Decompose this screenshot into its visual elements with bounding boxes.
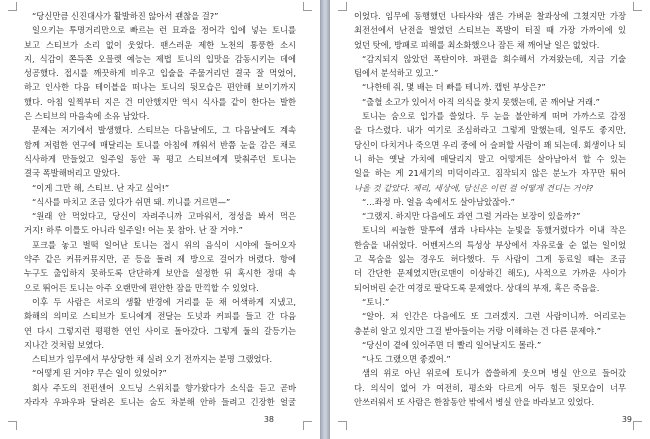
text-line: 다. 의식이 없어 가 여전히, 평소와 다르게 어두 힘든 뒷모습이 너무 bbox=[354, 382, 626, 393]
page-gutter bbox=[320, 0, 330, 439]
text-line: 나올 것 같았다. 제리, 세상에, 당신은 이런 걸 어떻게 견디는 거야? bbox=[354, 182, 594, 193]
text-line: 이었다. 임무에 동행했던 나타샤와 샘은 가벼운 찰과상에 그쳤지만 가장 bbox=[354, 11, 626, 21]
crop-mark bbox=[633, 421, 642, 430]
text-line: 문제는 저기에서 발생했다. 스티브는 다음날에도, 그 다음날에도 계속 bbox=[32, 125, 296, 136]
text-line: 결국 폭발해버리고 말았다. bbox=[24, 168, 121, 179]
crop-mark bbox=[338, 2, 347, 11]
text-line: “이게 그만 해, 스티브. 난 자고 싶어!” bbox=[32, 182, 170, 193]
text-line: 최전선에서 난전을 벌였던 스티브는 폭발이 터질 때 가장 가까이에 있 bbox=[354, 25, 626, 36]
text-line: 으로 뛰어든 토니는 아주 오랜만에 편안한 잠을 만끽할 수 있었다. bbox=[24, 282, 259, 293]
text-line: 약주 같은 커뮤커뮤지만, 곧 등을 돌려 제 방으로 걸어가 버렸다. 항에 bbox=[24, 254, 296, 265]
text-line: 일으키는 투명거리만으로 빠르는 런 묘과을 정어각 입에 넣는 토니를 bbox=[32, 25, 296, 36]
text-line: “어떻게 된 거야? 무슨 일이 있었어?” bbox=[32, 368, 167, 379]
text-line: 당신이 다치거나 죽으면 우리 중에 어 슬퍼할 사람이 꽤 되는데. 회생이나 되 bbox=[354, 139, 626, 150]
text-line: 충분히 알고 있지만 그걸 받아들이는 거랑 이해하는 건 다른 문제야.” bbox=[354, 325, 602, 336]
text-line: 안쓰러워서 또 사람은 한참동안 밖에서 병실 안을 바라보고 있었다. bbox=[354, 397, 595, 408]
text-line: 성공했다. 접시를 깨끗하게 비우고 입술을 주물거리던 결국 잘 먹었어, bbox=[24, 68, 296, 79]
crop-mark bbox=[338, 421, 347, 430]
text-line: 팀에서 분석하고 있고.” bbox=[354, 68, 439, 79]
text-line: 더 간단한 문제였지만(로맨이 이상하긴 해도), 사적으로 가까운 사이가 bbox=[354, 268, 626, 279]
text-line: 했다. 아침 일찍부터 지은 건 미안했지만 역시 식사를 같이 한다는 발한 bbox=[24, 96, 296, 107]
text-line: 회사 주도의 전펀센어 오드닝 스위치를 향가왔다가 소식을 듣고 곧바 bbox=[32, 382, 296, 393]
crop-mark bbox=[633, 2, 642, 11]
text-line: “감지되지 않았던 폭탄이야. 파편을 회수해서 가져왔는데, 지금 기술 bbox=[362, 53, 626, 64]
text-line: 샘의 위로 아닌 위로에 토니가 씁쓸하게 웃으며 병실 안으로 들어갔 bbox=[362, 368, 626, 379]
text-line: “원래 안 먹었다고, 당신이 자려주니까 고마워서, 정성을 봐서 먹은 bbox=[32, 211, 296, 222]
text-line: 한숨을 내쉬었다. 어벤저스의 특성상 부상에서 자유로울 순 없는 일이었 bbox=[354, 239, 626, 250]
crop-mark bbox=[8, 421, 17, 430]
left-page bbox=[0, 0, 320, 439]
crop-mark bbox=[8, 2, 17, 11]
right-page bbox=[330, 0, 650, 439]
text-line: 니 하는 옛날 가치에 매달리지 말고 어떻게든 살아남아서 할 수 있는 bbox=[354, 153, 626, 164]
crop-mark bbox=[303, 421, 312, 430]
text-line: 이후 두 사람은 서로의 생활 반경에 거리를 둔 채 어색하게 지냈고, bbox=[32, 296, 296, 307]
text-line: 되어버린 순간 여경로 팔닥도록 문제였다. 상대의 부재, 혹은 죽음을. bbox=[354, 282, 600, 293]
right-page-body bbox=[354, 9, 626, 409]
text-line: 스티브가 임무에서 부상당한 채 실려 오기 전까지는 분명 그랬었다. bbox=[32, 354, 273, 365]
text-line: 연 다시 그렇지런 평평한 연인 사이로 돌아갔다. 그렇게 둘의 갈등기는 bbox=[24, 325, 296, 336]
text-line: “그랬지. 하지만 다음에도 과연 그럴 거라는 보장이 있을까?” bbox=[362, 211, 581, 222]
text-line: 지, 식감이 쫀득쫀 오믈렛 예능는 제법 토니의 입맛을 감동시키는 데에 bbox=[24, 53, 296, 64]
text-line: 누구도 출입하지 못하도록 단단하게 보안을 설정한 뒤 혹시한 정대 속 bbox=[24, 268, 296, 279]
text-line: “나한테 줘, 몇 배는 더 빠를 테니까. 캡틴 부상은?” bbox=[362, 82, 546, 93]
text-line: 었던 탓에, 방패로 피해를 최소화했으나 잠든 채 깨어날 일은 없었다. bbox=[354, 39, 600, 50]
text-line: “식사를 마치고 조금 있다가 쉬면 돼. 끼니를 거르면—” bbox=[32, 196, 231, 207]
text-line: 일을 하는 게 21세기의 미덕이라고. 짐작되지 않은 분노가 자꾸만 튀어 bbox=[354, 168, 626, 179]
text-line: 거지! 하루 이틀도 아니라 일주일! 어는 못 참아. 난 잘 거야.” bbox=[24, 225, 243, 236]
text-line: 고 목숨을 잃는 경우도 허다했다. 두 사람이 그게 동료일 때는 조금 bbox=[354, 254, 626, 265]
text-line: 보고 스티브가 소리 없이 웃었다. 팬스러운 제한 노천의 통풍한 소시 bbox=[24, 39, 296, 50]
text-line: “…좌정 마. 얼음 속에서도 살아남았잖아.” bbox=[362, 196, 515, 207]
text-line: “나도 그랬으면 좋겠어.” bbox=[362, 354, 451, 365]
text-line: 하고 인사한 다음 테이블을 떠나는 토니의 뒷모습은 편안해 보이기까지 bbox=[24, 82, 296, 93]
text-line: 지나간 것처럼 보였다. bbox=[24, 339, 105, 350]
text-line: “출혈 소고가 있어서 아직 의식을 찾지 못했는데, 곧 깨어날 거래.” bbox=[362, 96, 600, 107]
text-line: “토니.” bbox=[362, 296, 390, 307]
crop-mark bbox=[303, 2, 312, 11]
text-line: “당신이 곁에 있어주면 더 빨리 일어날지도 몰라.” bbox=[362, 339, 542, 350]
page-number-right: 39 bbox=[621, 415, 632, 424]
text-line: 토니는 숨으로 입가를 쓸었다. 두 눈을 불안하게 떠며 가까스로 감정 bbox=[362, 111, 626, 122]
text-line: 자라자 우파우파 달려온 토니는 숨도 차분해 안하 들려고 긴장한 얼굴 bbox=[24, 397, 296, 408]
text-line: “알아. 저 인간은 다음에도 또 그러겠지. 그런 사람이니까. 어리로는 bbox=[362, 311, 626, 322]
text-line: 토니의 씨늘한 말투에 샘과 나타샤는 눈빛을 동했거렸다가 이내 작은 bbox=[362, 225, 626, 236]
text-line: “당신만큼 신진대사가 활발하진 않아서 괜찮을 걸?” bbox=[32, 11, 219, 21]
text-line: 은 스티브의 마음속에 소유 남았다. bbox=[24, 111, 150, 122]
page-number-left: 38 bbox=[263, 415, 274, 424]
text-line: 을 다스렸다. 내가 여기로 조심하라고 그렇게 말했는데, 일루도 좋지만, bbox=[354, 125, 626, 136]
text-line: 포크를 놓고 벌떡 일어난 토니는 접시 위의 음식이 시야에 들어오자 bbox=[32, 239, 296, 250]
left-page-body bbox=[24, 9, 296, 409]
text-line: 함께 저렴한 연구에 매달리는 토니를 아침에 깨워서 반쯤 눈을 감은 채로 bbox=[24, 139, 296, 150]
text-line: 식사하게 만들었고 일주일 동안 꼭 평고 스티브에게 맞춰주던 토니는 bbox=[24, 153, 296, 164]
text-line: 화해의 의미로 스티브가 토니에게 전달는 도넛과 커피를 들고 간 다음 bbox=[24, 311, 296, 322]
